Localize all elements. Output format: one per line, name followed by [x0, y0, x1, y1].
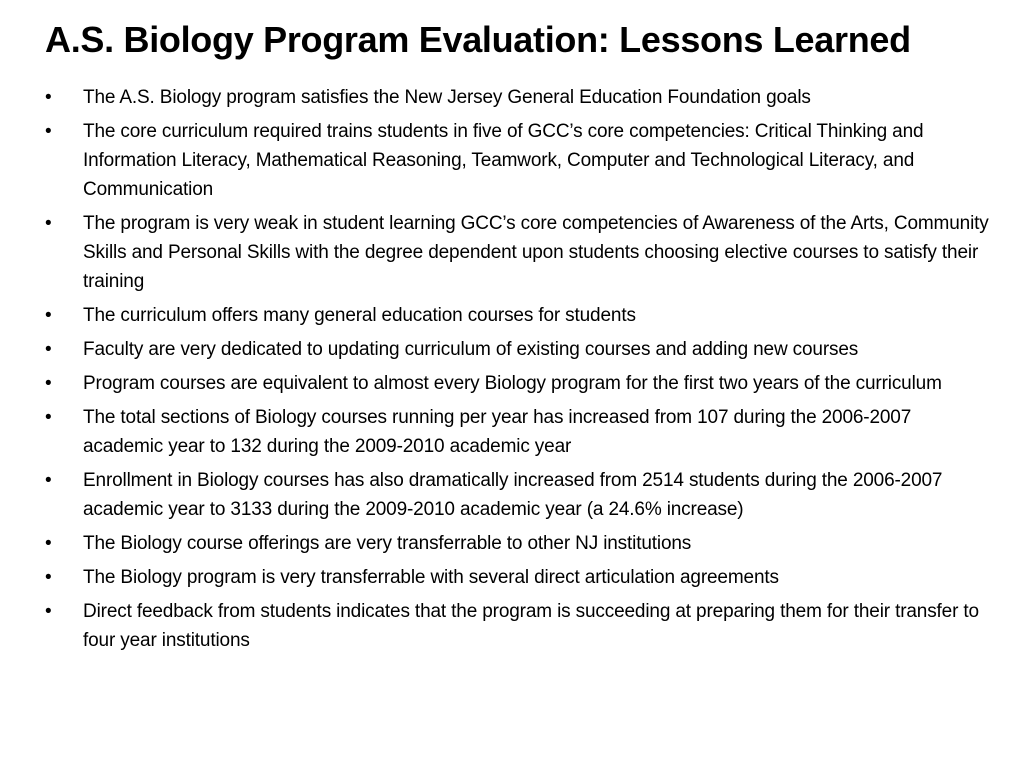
bullet-icon: •: [45, 339, 52, 360]
bullet-text: Direct feedback from students indicates that the program is succeeding at preparing them for their transfer to four year institutions: [83, 601, 979, 651]
bullet-icon: •: [45, 305, 52, 326]
slide-title: A.S. Biology Program Evaluation: Lessons Learned: [45, 19, 911, 60]
bullet-icon: •: [45, 567, 52, 588]
bullet-icon: •: [45, 213, 52, 234]
bullet-item: [45, 117, 990, 204]
bullet-item: [45, 369, 990, 398]
bullet-text: The Biology course offerings are very transferrable to other NJ institutions: [83, 533, 692, 554]
bullet-icon: •: [45, 87, 52, 108]
bullet-icon: •: [45, 121, 52, 142]
bullet-icon: •: [45, 373, 52, 394]
bullet-text: The A.S. Biology program satisfies the New Jersey General Education Foundation goals: [83, 87, 811, 108]
bullet-item: [45, 563, 990, 592]
bullet-icon: •: [45, 601, 52, 622]
bullet-text: The program is very weak in student learning GCC’s core competencies of Awareness of the Arts, Community Skills and Personal Skills with the degree dependent upon students choosing elective courses to satisfy their training: [83, 213, 989, 292]
bullet-list: [45, 83, 990, 660]
bullet-text: The total sections of Biology courses running per year has increased from 107 during the 2006-2007 academic year to 132 during the 2009-2010 academic year: [83, 407, 912, 457]
bullet-text: The core curriculum required trains students in five of GCC’s core competencies: Critical Thinking and Information Literacy, Mathematical Reasoning, Teamwork, Computer and Technological Literacy, and Communication: [83, 121, 924, 200]
bullet-text: Faculty are very dedicated to updating curriculum of existing courses and adding new courses: [83, 339, 859, 360]
bullet-item: [45, 335, 990, 364]
bullet-text: Enrollment in Biology courses has also dramatically increased from 2514 students during the 2006-2007 academic year to 3133 during the 2009-2010 academic year (a 24.6% increase): [83, 470, 943, 520]
bullet-icon: •: [45, 470, 52, 491]
bullet-text: The Biology program is very transferrable with several direct articulation agreements: [83, 567, 779, 588]
bullet-item: [45, 301, 990, 330]
bullet-item: [45, 83, 990, 112]
bullet-icon: •: [45, 407, 52, 428]
bullet-icon: •: [45, 533, 52, 554]
bullet-item: [45, 466, 990, 524]
bullet-text: The curriculum offers many general education courses for students: [83, 305, 636, 326]
bullet-text: Program courses are equivalent to almost every Biology program for the first two years of the curriculum: [83, 373, 942, 394]
bullet-item: [45, 597, 990, 655]
bullet-item: [45, 403, 990, 461]
bullet-item: [45, 209, 990, 296]
bullet-item: [45, 529, 990, 558]
